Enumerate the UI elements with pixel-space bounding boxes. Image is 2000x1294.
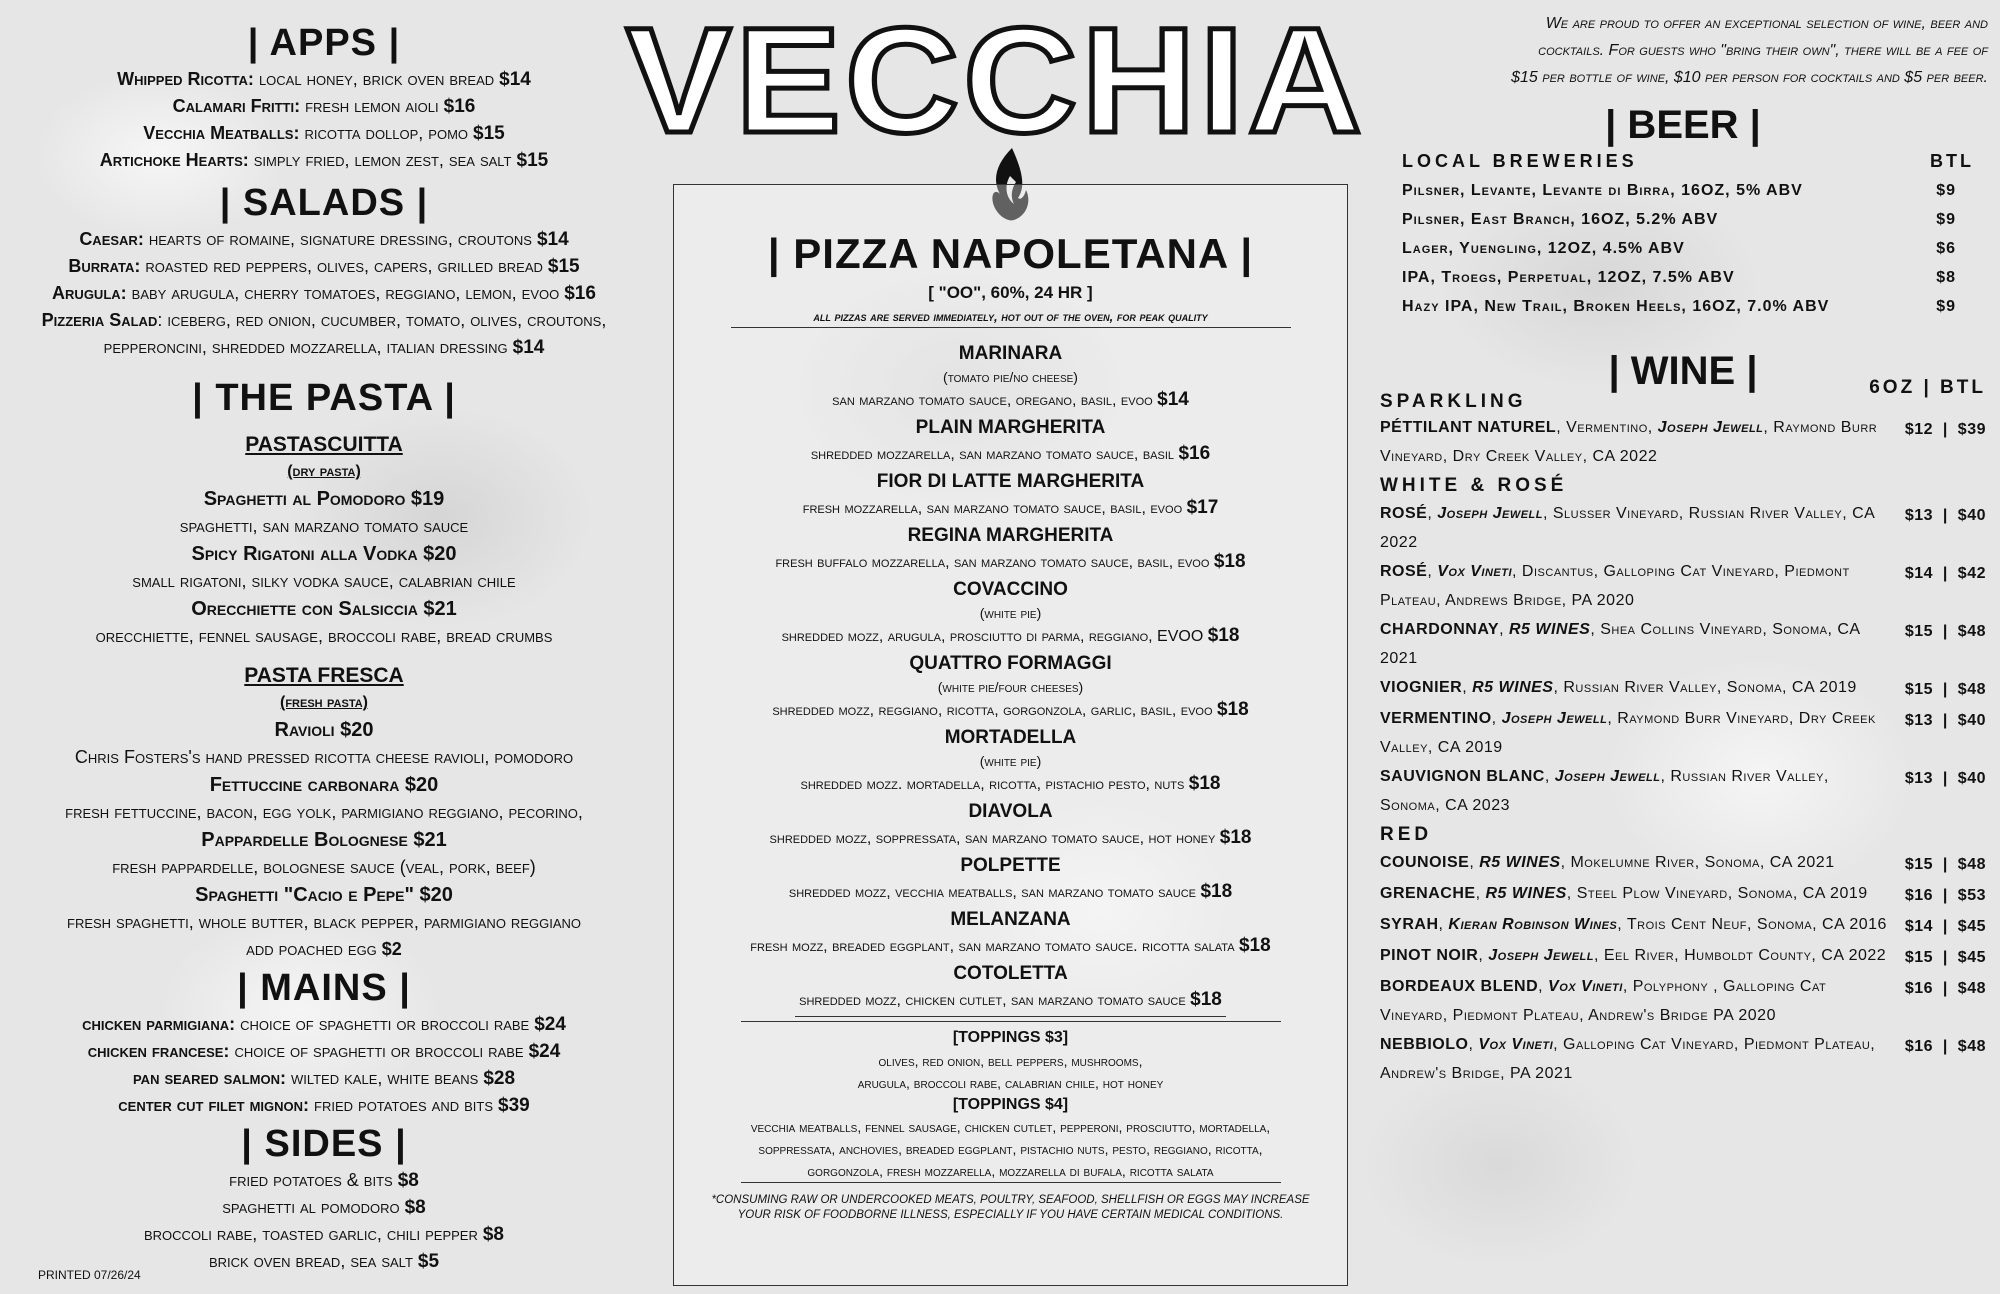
toppings4-line: gorgonzola, fresh mozzarella, mozzarella di bufala, ricotta salata [807,1163,1214,1179]
pizza-desc-text: shredded mozz, arugula, prosciutto di parma, reggiano, EVOO [781,628,1208,645]
pizza-desc [674,549,1347,576]
app-item [18,120,630,147]
main-item-desc: wilted kale, white beans [285,1068,484,1088]
food-column [18,20,630,1275]
salad-item-price: $14 [536,229,569,250]
wine-sep: , [1538,978,1549,995]
beer-price: $9 [1936,298,1956,315]
wine-price: $14 | $42 [1904,565,1986,582]
beer-desc: Hazy IPA, New Trail, Broken Heels, 16OZ, 7.0% ABV [1402,298,1830,315]
toppings3-line: olives, red onion, bell peppers, mushrooms, [878,1053,1143,1069]
wine-producer: Kieran Robinson Wines [1448,916,1618,933]
pizza-price: $18 [1219,827,1252,848]
pizza-price: $18 [1207,625,1240,646]
side-item-desc: fried potatoes & bits [229,1170,398,1190]
wine-origin: , Galloping Cat Vineyard, Piedmont Plateau, Andrew's Bridge, PA 2021 [1380,1036,1876,1082]
logo-text: VECCHIA [626,8,1366,148]
pasta-heading: | THE PASTA | [192,377,456,419]
pastascuitta-title: PASTASCUITTA [245,433,403,456]
toppings3-title: [TOPPINGS $3] [952,1029,1069,1046]
wine-name: VERMENTINO [1380,710,1492,727]
pizza-name: MORTADELLA [944,727,1077,748]
wine-name: SAUVIGNON BLANC [1380,768,1545,785]
main-item [18,1065,630,1092]
wine-row [1380,941,1986,972]
app-item-price: $16 [443,96,476,117]
pizza-desc [674,495,1347,522]
wine-desc [1380,499,1905,557]
red-list [1380,848,1986,1088]
pizza-desc [674,441,1347,468]
main-item-name: pan seared salmon: [132,1068,286,1088]
pasta-name: Spicy Rigatoni alla Vodka $20 [191,543,457,565]
salad-item-desc: : iceberg, red onion, cucumber, tomato, olives, croutons, pepperoncini, shredded mozzarella, italian dressing [103,310,607,357]
pasta-desc: fresh pappardelle, bolognese sauce (veal, pork, beef) [112,857,536,877]
main-item [18,1011,630,1038]
salad-item-desc: hearts of romaine, signature dressing, croutons [143,229,537,249]
wine-origin: , Russian River Valley, Sonoma, CA 2023 [1380,768,1829,814]
app-item [18,93,630,120]
pasta-desc: fresh fettuccine, bacon, egg yolk, parmigiano reggiano, pecorino, [65,802,583,822]
wine-sep: , [1469,854,1480,871]
wine-origin: , Shea Collins Vineyard, Sonoma, CA 2021 [1380,621,1860,667]
pizza-price: $18 [1190,989,1222,1010]
wine-origin: , Mokelumne River, Sonoma, CA 2021 [1560,854,1835,871]
wine-row [1380,762,1986,820]
side-item-desc: broccoli rabe, toasted garlic, chili pepper [144,1224,483,1244]
pizza-subtitle: (white pie) [979,605,1042,621]
beer-price: $8 [1936,269,1956,286]
pizza-desc [674,623,1347,650]
wine-row [1380,879,1986,910]
pasta-desc: small rigatoni, silky vodka sauce, calabrian chile [132,571,516,591]
salad-item-desc: roasted red peppers, olives, capers, grilled bread [140,256,548,276]
mains-heading: | MAINS | [237,967,411,1009]
app-item [18,66,630,93]
app-item-name: Calamari Fritti: [172,96,301,116]
wine-producer: Joseph Jewell [1501,710,1608,727]
apps-heading: | APPS | [247,22,401,64]
wine-producer: Joseph Jewell [1488,947,1594,964]
pizza-price: $18 [1238,935,1271,956]
wine-desc [1380,673,1905,704]
sparkling-list [1380,413,1986,471]
main-item-price: $39 [498,1095,530,1116]
wine-sep: , [1427,563,1438,580]
sides-heading: | SIDES | [241,1123,407,1165]
salad-item [24,280,624,307]
pizza-name: PLAIN MARGHERITA [915,417,1106,438]
app-item-name: Whipped Ricotta: [117,69,254,89]
pizza-desc-text: fresh buffalo mozzarella, san marzano tomato sauce, basil, evoo [775,554,1214,571]
pizza-desc [674,387,1347,414]
pizza-desc-text: shredded mozz, chicken cutlet, san marzano tomato sauce [799,992,1191,1009]
printed-date: PRINTED 07/26/24 [38,1268,141,1282]
wine-sep: , [1438,916,1449,933]
beer-row [1402,292,1956,321]
pizza-subtitle: (white pie/four cheeses) [937,679,1084,695]
disclaimer-line: *CONSUMING RAW OR UNDERCOOKED MEATS, POULTRY, SEAFOOD, SHELLFISH OR EGGS MAY INCREASE [711,1194,1310,1206]
app-item-price: $14 [499,69,531,90]
pasta-fresca-title: PASTA FRESCA [244,664,404,687]
wine-price: $15 | $45 [1904,949,1986,966]
mains-list [18,1011,630,1119]
wine-name: VIOGNIER [1380,679,1463,696]
beer-row [1402,176,1956,205]
pizza-panel [673,184,1348,1286]
beer-list [1372,172,1994,321]
wine-name: ROSÉ [1380,563,1428,580]
wine-desc [1380,910,1905,941]
divider [731,327,1291,328]
side-item [18,1167,630,1194]
pizza-name: COTOLETTA [953,963,1068,984]
pasta-name: Fettuccine carbonara $20 [209,774,439,796]
main-item-desc: fried potatoes and bits [309,1095,498,1115]
dough-spec: [ "OO", 60%, 24 HR ] [928,283,1093,302]
wine-desc [1380,557,1905,615]
pizza-desc-text: san marzano tomato sauce, oregano, basil, evoo [832,392,1158,409]
app-item [18,147,630,174]
main-item-name: center cut filet mignon: [118,1095,310,1115]
app-item-desc: fresh lemon aioli [300,96,444,116]
drinks-column [1372,10,1994,1088]
wine-header-row [1380,377,1986,413]
pizza-desc-text: fresh mozz, breaded eggplant, san marzano tomato sauce. ricotta salata [750,938,1239,955]
wine-sep: , [1468,1036,1479,1053]
wine-sep: , [1491,710,1502,727]
wine-price: $15 | $48 [1904,681,1986,698]
wine-price: $14 | $45 [1904,918,1986,935]
wine-desc [1380,941,1905,972]
wine-sep: , [1475,885,1486,902]
pizza-price: $17 [1186,497,1219,518]
wine-row [1380,499,1986,557]
wine-name: CHARDONNAY [1380,621,1500,638]
wine-origin: , Slusser Vineyard, Russian River Valley, CA 2022 [1380,505,1875,551]
main-item-desc: choice of spaghetti or broccoli rabe [229,1041,529,1061]
wine-row [1380,557,1986,615]
wine-price: $16 | $48 [1904,980,1986,997]
main-item-price: $24 [534,1014,566,1035]
beer-header-row [1372,151,1994,172]
salads-list [18,226,630,361]
white-rose-list [1380,499,1986,820]
wine-origin: , Trois Cent Neuf, Sonoma, CA 2016 [1617,916,1887,933]
wine-price: $13 | $40 [1904,770,1986,787]
wine-producer: Vox Vineti [1437,563,1513,580]
byob-notice [1372,10,1994,91]
pizza-price: $18 [1188,773,1221,794]
beer-desc: Pilsner, East Branch, 16OZ, 5.2% ABV [1402,211,1719,228]
wine-sep: , [1544,768,1555,785]
salad-item [24,226,624,253]
beer-row [1402,205,1956,234]
pizza-name: REGINA MARGHERITA [907,525,1114,546]
wine-desc [1380,615,1905,673]
pizza-subtitle: (white pie) [979,753,1042,769]
main-item-name: chicken parmigiana: [82,1014,236,1034]
wine-row [1380,972,1986,1030]
wine-price: $16 | $53 [1904,887,1986,904]
pizza-desc [674,933,1347,960]
side-item-desc: spaghetti al pomodoro [222,1197,405,1217]
fresh-pasta-list [18,716,630,936]
wine-name: COUNOISE [1380,854,1470,871]
pizza-list [674,340,1347,1017]
side-item [18,1194,630,1221]
wine-producer: Joseph Jewell [1554,768,1661,785]
salad-item-price: $15 [547,256,580,277]
disclaimer-line: YOUR RISK OF FOODBORNE ILLNESS, ESPECIALLY IF YOU HAVE CERTAIN MEDICAL CONDITIONS. [737,1209,1284,1221]
wine-sep: , [1427,505,1438,522]
app-item-name: Vecchia Meatballs: [143,123,300,143]
pizza-name: QUATTRO FORMAGGI [909,653,1112,674]
wine-desc [1380,848,1905,879]
pasta-name: Pappardelle Bolognese $21 [201,829,447,851]
side-item-price: $5 [417,1251,440,1272]
pasta-desc: spaghetti, san marzano tomato sauce [179,516,469,536]
side-item-desc: brick oven bread, sea salt [208,1251,418,1271]
toppings3-line: arugula, broccoli rabe, calabrian chile, hot honey [857,1075,1164,1091]
divider [741,1021,1281,1022]
salad-item [24,307,624,361]
sparkling-label: SPARKLING [1380,391,1527,412]
wine-row [1380,910,1986,941]
disclaimer [674,1193,1347,1223]
pizza-subtitle: (tomato pie/no cheese) [943,369,1078,385]
wine-origin: , Discantus, Galloping Cat Vineyard, Piedmont Plateau, Andrews Bridge, PA 2020 [1380,563,1850,609]
pizza-desc-text: shredded mozz, soppressata, san marzano tomato sauce, hot honey [769,830,1220,847]
main-item-price: $24 [528,1041,561,1062]
wine-producer: Vox Vineti [1478,1036,1554,1053]
wine-heading: | WINE | [1608,349,1758,393]
wine-origin: , Raymond Burr Vineyard, Dry Creek Valley, CA 2022 [1380,419,1878,465]
toppings4-title: [TOPPINGS $4] [952,1096,1069,1113]
byob-line: cocktails. For guests who "bring their own", there will be a fee of [1538,42,1988,59]
pasta-desc: orecchiette, fennel sausage, broccoli rabe, bread crumbs [95,626,553,646]
pizza-price: $16 [1178,443,1211,464]
wine-origin: , Polyphony , Galloping Cat Vineyard, Piedmont Plateau, Andrew's Bridge PA 2020 [1380,978,1827,1024]
pasta-name: Orecchiette con Salsiccia $21 [191,598,457,620]
pizza-desc [674,771,1347,798]
wine-desc [1380,762,1905,820]
app-item-price: $15 [473,123,505,144]
main-item [18,1092,630,1119]
wine-name: PINOT NOIR [1380,947,1479,964]
app-item-desc: local honey, brick oven bread [253,69,500,89]
main-item-name: chicken francese: [87,1041,230,1061]
wine-name: PÉTTILANT NATUREL [1380,419,1557,436]
red-label: RED [1380,824,1433,845]
pizza-price: $18 [1213,551,1246,572]
divider [741,1182,1281,1183]
wine-producer: R5 WINES [1508,621,1591,638]
wine-row [1380,615,1986,673]
toppings4-line: soppressata, anchovies, breaded eggplant, pistachio nuts, pesto, reggiano, ricotta, [758,1141,1263,1157]
wine-producer: Joseph Jewell [1437,505,1543,522]
addon-line [18,936,630,963]
vecchia-logo [618,8,1374,148]
main-item-desc: choice of spaghetti or broccoli rabe [235,1014,535,1034]
app-item-price: $15 [516,150,549,171]
beer-price: $9 [1936,211,1956,228]
salad-item-name: Burrata: [68,256,141,276]
pizza-desc-text: shredded mozz. mortadella, ricotta, pistachio pesto, nuts [800,776,1189,793]
pizza-desc [674,697,1347,724]
pizza-heading: | PIZZA NAPOLETANA | [767,230,1254,277]
wine-origin: , Russian River Valley, Sonoma, CA 2019 [1553,679,1857,696]
wine-sep: , [1499,621,1509,638]
wine-producer: R5 WINES [1485,885,1567,902]
wine-name: BORDEAUX BLEND [1380,978,1539,995]
beer-price: $6 [1936,240,1956,257]
wine-row [1380,704,1986,762]
pasta-name: Spaghetti "Cacio e Pepe" $20 [195,884,453,906]
salad-item [24,253,624,280]
salad-item-desc: baby arugula, cherry tomatoes, reggiano, lemon, evoo [126,283,565,303]
pasta-desc: Chris Fosters's hand pressed ricotta cheese ravioli, pomodoro [74,747,574,767]
pasta-desc: fresh spaghetti, whole butter, black pepper, parmigiano reggiano [67,912,581,932]
wine-row [1380,673,1986,704]
beer-row [1402,234,1956,263]
main-item-price: $28 [483,1068,516,1089]
wine-desc [1380,1030,1905,1088]
dry-pasta-list [18,485,630,650]
wine-price: $13 | $40 [1904,507,1986,524]
pizza-name: COVACCINO [953,579,1068,600]
pizza-price: $18 [1200,881,1233,902]
wine-origin: , Raymond Burr Vineyard, Dry Creek Valley, CA 2019 [1380,710,1876,756]
salad-item-price: $14 [512,337,545,358]
pizza-name: MELANZANA [950,909,1071,930]
pizza-name: POLPETTE [960,855,1061,876]
wine-list [1372,377,1994,1088]
wine-price: $16 | $48 [1904,1038,1986,1055]
apps-list [18,66,630,174]
side-item-price: $8 [397,1170,419,1191]
wine-producer: R5 WINES [1479,854,1561,871]
pizza-desc [674,879,1347,906]
pizza-price: $18 [1216,699,1249,720]
wine-price: $15 | $48 [1904,856,1986,873]
dry-pasta-subtitle: (dry pasta) [287,463,361,480]
pizza-desc-text: shredded mozz, vecchia meatballs, san marzano tomato sauce [788,884,1201,901]
wine-origin: , Eel River, Humboldt County, CA 2022 [1593,947,1887,964]
wine-price: $15 | $48 [1904,623,1986,640]
wine-row [1380,413,1986,471]
wine-sep: , Vermentino, [1556,419,1658,436]
byob-line: We are proud to offer an exceptional selection of wine, beer and [1545,15,1988,32]
addon-text: add poached egg [246,939,382,959]
wine-row [1380,1030,1986,1088]
wine-desc [1380,879,1905,910]
wine-producer: Vox Vineti [1548,978,1623,995]
beer-price: $9 [1936,182,1956,199]
wine-desc [1380,704,1905,762]
pizza-note: all pizzas are served immediately, hot out of the oven, for peak quality [813,309,1208,324]
beer-row [1402,263,1956,292]
wine-producer: R5 WINES [1472,679,1554,696]
wine-units: 6OZ | BTL [1869,377,1986,398]
pizza-desc [795,987,1226,1017]
app-item-name: Artichoke Hearts: [99,150,249,170]
pizza-desc [674,825,1347,852]
pizza-name: FIOR DI LATTE MARGHERITA [876,471,1145,492]
beer-desc: Pilsner, Levante, Levante di Birra, 16OZ, 5% ABV [1402,182,1803,199]
pizza-desc-text: fresh mozzarella, san marzano tomato sauce, basil, evoo [802,500,1187,517]
beer-category: LOCAL BREWERIES [1402,151,1638,171]
wine-price: $13 | $40 [1904,712,1986,729]
white-rose-label: WHITE & ROSÉ [1380,475,1568,496]
beer-heading: | BEER | [1605,103,1761,147]
byob-line: $15 per bottle of wine, $10 per person for cocktails and $5 per beer. [1511,69,1988,86]
pasta-name: Spaghetti al Pomodoro $19 [203,488,445,510]
side-item [18,1221,630,1248]
pizza-price: $14 [1157,389,1189,410]
fresh-pasta-subtitle: (fresh pasta) [279,694,369,711]
pizza-name: MARINARA [958,343,1063,364]
wine-name: ROSÉ [1380,505,1428,522]
wine-producer: Joseph Jewell [1657,419,1764,436]
addon-price: $2 [381,939,402,959]
wine-sep: , [1478,947,1489,964]
wine-desc [1380,413,1905,471]
wine-name: GRENACHE [1380,885,1476,902]
sides-list [18,1167,630,1275]
pizza-desc-text: shredded mozzarella, san marzano tomato sauce, basil [810,446,1179,463]
side-item-price: $8 [482,1224,504,1245]
beer-desc: Lager, Yuengling, 12OZ, 4.5% ABV [1402,240,1685,257]
wine-sep: , [1462,679,1473,696]
main-item [18,1038,630,1065]
beer-desc: IPA, Troegs, Perpetual, 12OZ, 7.5% ABV [1402,269,1735,286]
wine-desc [1380,972,1905,1030]
wine-name: SYRAH [1380,916,1439,933]
wine-price: $12 | $39 [1904,421,1986,438]
app-item-desc: ricotta dollop, pomo [299,123,474,143]
wine-origin: , Steel Plow Vineyard, Sonoma, CA 2019 [1566,885,1868,902]
wine-row [1380,848,1986,879]
salad-item-price: $16 [564,283,596,304]
salads-heading: | SALADS | [219,182,429,224]
pizza-desc-text: shredded mozz, reggiano, ricotta, gorgonzola, garlic, basil, evoo [772,702,1217,719]
wine-name: NEBBIOLO [1380,1036,1469,1053]
app-item-desc: simply fried, lemon zest, sea salt [248,150,517,170]
beer-unit: BTL [1930,151,1974,171]
salad-item-name: Pizzeria Salad [41,310,158,330]
pasta-name: Ravioli $20 [274,719,374,741]
pizza-name: DIAVOLA [968,801,1053,822]
toppings4-line: vecchia meatballs, fennel sausage, chicken cutlet, pepperoni, prosciutto, mortadella, [750,1119,1271,1135]
salad-item-name: Arugula: [52,283,127,303]
side-item-price: $8 [404,1197,426,1218]
salad-item-name: Caesar: [79,229,144,249]
